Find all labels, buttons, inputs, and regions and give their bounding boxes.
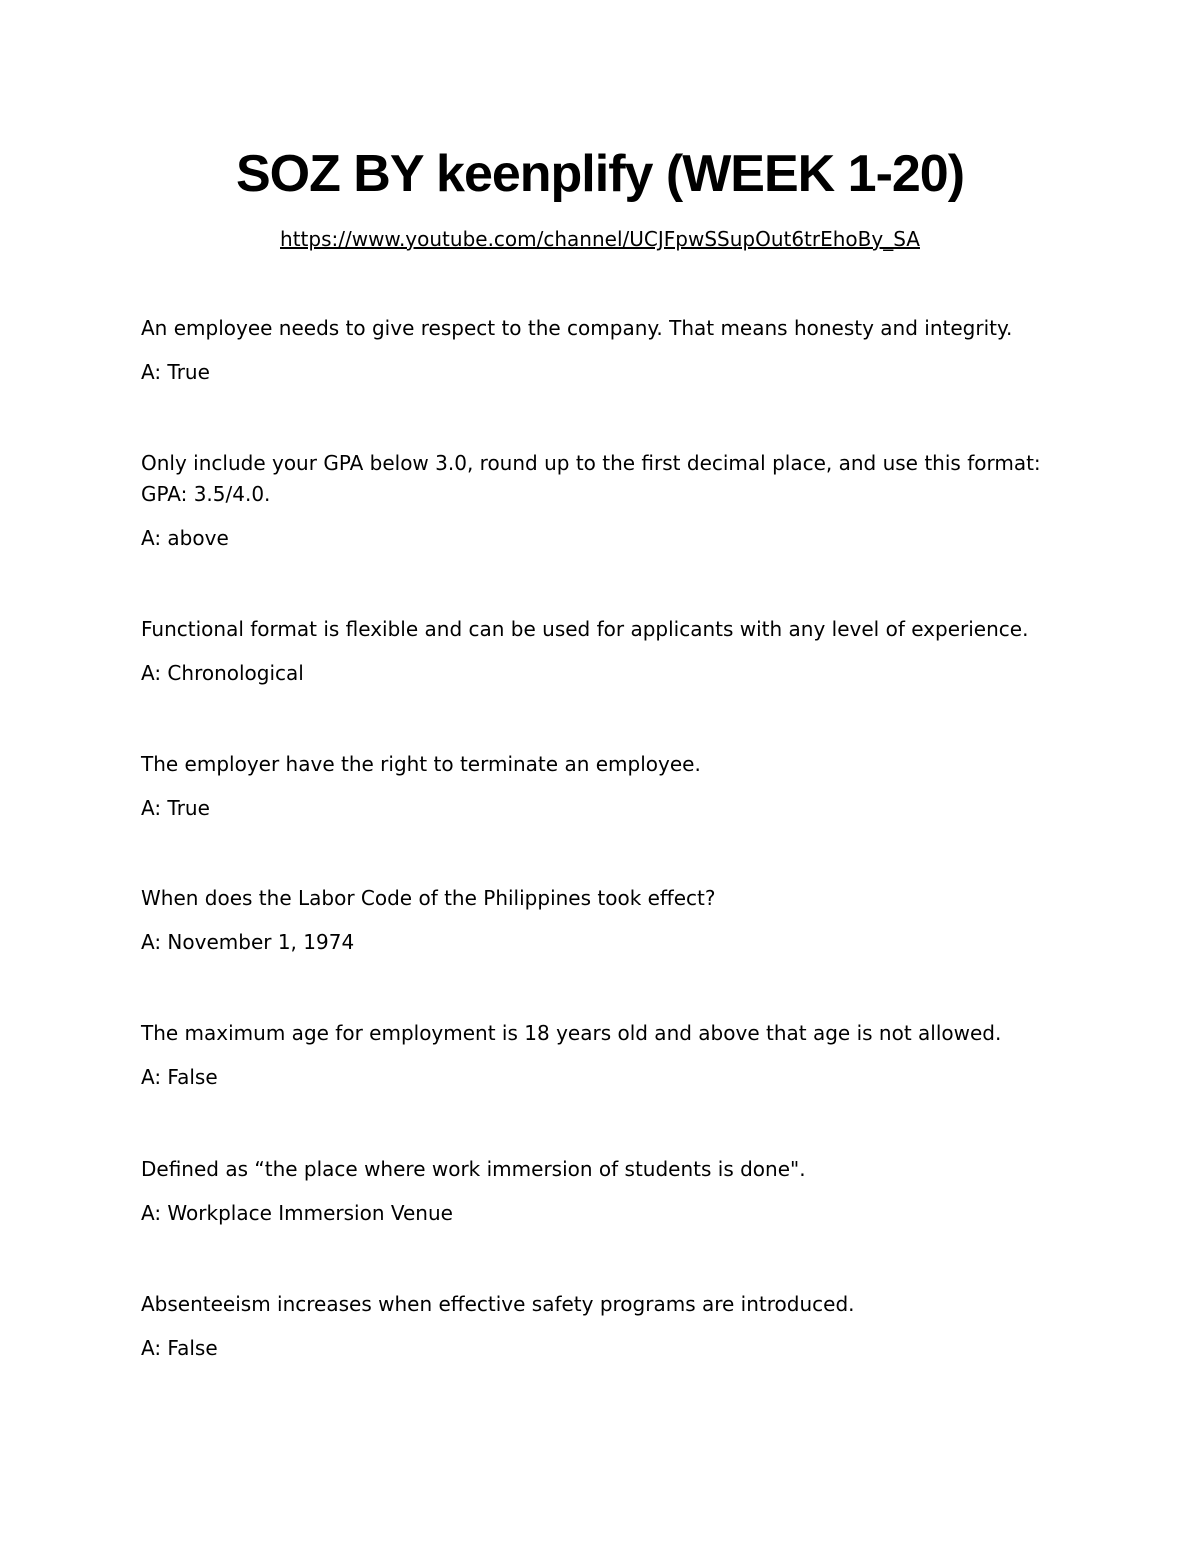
question-text: An employee needs to give respect to the company. That means honesty and integrity. xyxy=(141,316,1013,340)
answer-text: A: Chronological xyxy=(141,661,304,685)
qa-item-5 xyxy=(141,883,1061,956)
channel-link[interactable]: https://www.youtube.com/channel/UCJFpwSSupOut6trEhoBy_SA xyxy=(280,227,920,251)
answer-text: A: Workplace Immersion Venue xyxy=(141,1201,453,1225)
question-text: The employer have the right to terminate an employee. xyxy=(141,752,701,776)
document-title: SOZ BY keenplify (WEEK 1-20) xyxy=(235,145,965,203)
question-text: Absenteeism increases when effective safety programs are introduced. xyxy=(141,1292,855,1316)
channel-link-line xyxy=(0,225,1200,253)
qa-item-1 xyxy=(141,313,1061,386)
qa-item-8 xyxy=(141,1289,1061,1362)
question-text: Functional format is flexible and can be used for applicants with any level of experience. xyxy=(141,617,1029,641)
question-text: The maximum age for employment is 18 years old and above that age is not allowed. xyxy=(141,1021,1002,1045)
qa-item-6 xyxy=(141,1018,1061,1091)
question-text: Only include your GPA below 3.0, round up to the first decimal place, and use this format: GPA: 3.5/4.0. xyxy=(141,451,1041,506)
answer-text: A: True xyxy=(141,796,210,820)
qa-item-7 xyxy=(141,1154,1061,1227)
qa-item-4 xyxy=(141,749,1061,822)
answer-text: A: above xyxy=(141,526,229,550)
qa-item-3 xyxy=(141,614,1061,687)
answer-text: A: False xyxy=(141,1065,218,1089)
question-text: When does the Labor Code of the Philippines took effect? xyxy=(141,886,716,910)
qa-item-2 xyxy=(141,448,1061,552)
answer-text: A: False xyxy=(141,1336,218,1360)
answer-text: A: True xyxy=(141,360,210,384)
answer-text: A: November 1, 1974 xyxy=(141,930,355,954)
question-text: Defined as “the place where work immersion of students is done". xyxy=(141,1157,806,1181)
